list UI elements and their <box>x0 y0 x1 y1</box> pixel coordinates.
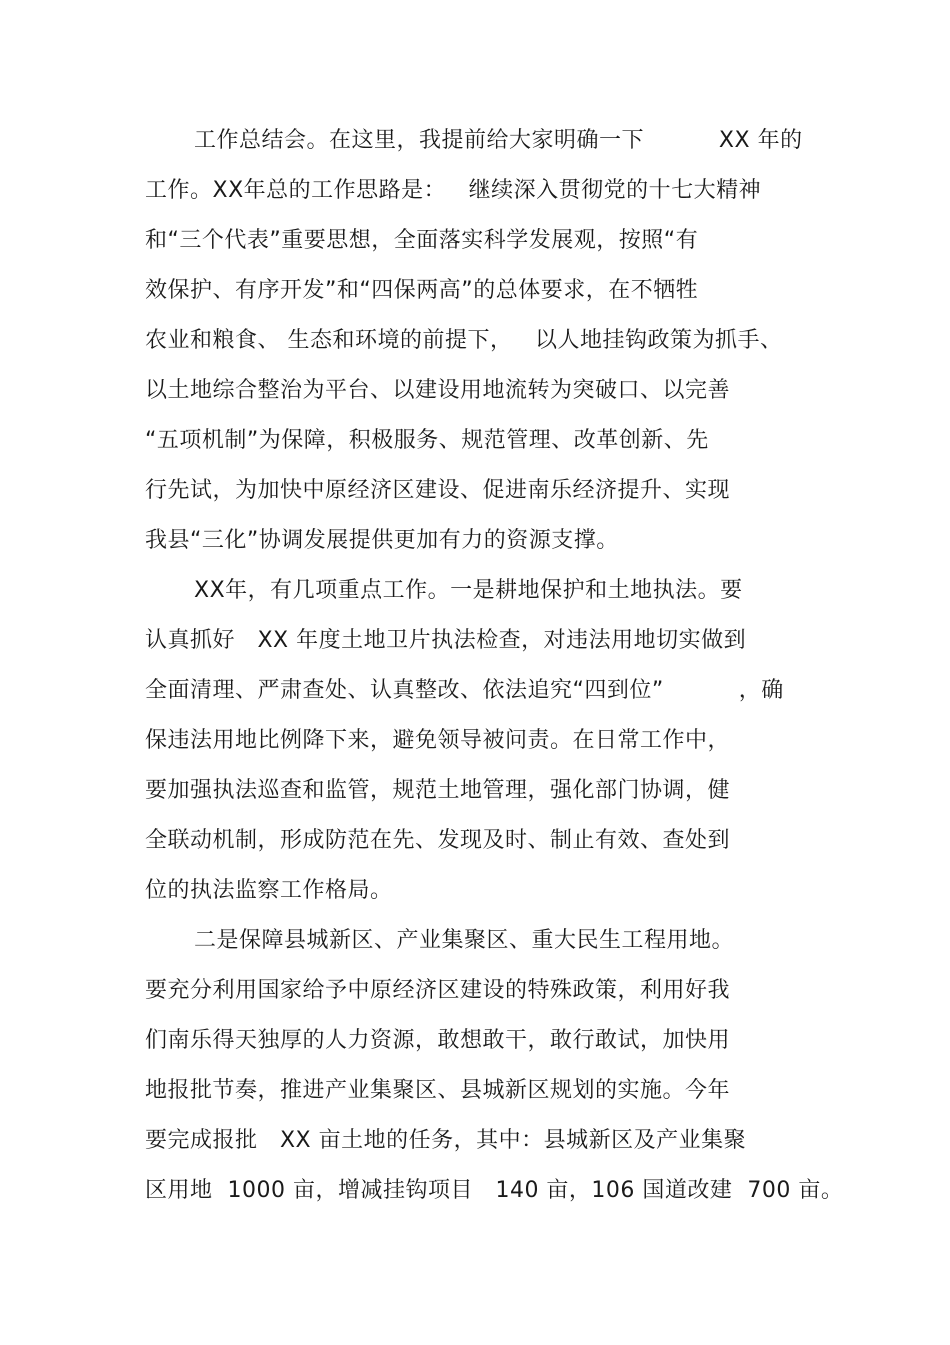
text-line-9: 我县“三化”协调发展提供更加有力的资源支撑。 <box>145 528 619 553</box>
text-line-1: 工作总结会。在这里，我提前给大家明确一下 XX 年的 <box>194 128 803 153</box>
text-line-10: XX年，有几项重点工作。一是耕地保护和土地执法。要 <box>194 578 743 603</box>
text-line-19: 们南乐得天独厚的人力资源，敢想敢干，敢行敢试，加快用 <box>145 1028 731 1053</box>
text-line-16: 位的执法监察工作格局。 <box>145 878 393 903</box>
text-line-5: 农业和粮食、 生态和环境的前提下， 以人地挂钩政策为抓手、 <box>145 328 783 353</box>
text-line-22: 区用地 1000 亩，增减挂钩项目 140 亩，106 国道改建 700 亩。 <box>145 1178 844 1203</box>
text-line-2: 工作。XX年总的工作思路是： 继续深入贯彻党的十七大精神 <box>145 178 762 203</box>
text-line-11: 认真抓好 XX 年度土地卫片执法检查，对违法用地切实做到 <box>145 628 747 653</box>
text-line-8: 行先试，为加快中原经济区建设、促进南乐经济提升、实现 <box>145 478 731 503</box>
text-line-14: 要加强执法巡查和监管，规范土地管理，强化部门协调，健 <box>145 778 731 803</box>
text-line-20: 地报批节奏，推进产业集聚区、县城新区规划的实施。今年 <box>145 1078 731 1103</box>
text-line-6: 以土地综合整治为平台、以建设用地流转为突破口、以完善 <box>145 378 731 403</box>
text-line-15: 全联动机制，形成防范在先、发现及时、制止有效、查处到 <box>145 828 731 853</box>
text-line-21: 要完成报批 XX 亩土地的任务，其中：县城新区及产业集聚 <box>145 1128 747 1153</box>
text-line-3: 和“三个代表”重要思想，全面落实科学发展观，按照“有 <box>145 228 699 253</box>
text-line-12: 全面清理、严肃查处、认真整改、依法追究“四到位” ，确 <box>145 678 784 703</box>
text-line-17: 二是保障县城新区、产业集聚区、重大民生工程用地。 <box>194 928 735 953</box>
text-line-7: “五项机制”为保障，积极服务、规范管理、改革创新、先 <box>145 428 709 453</box>
text-line-13: 保违法用地比例降下来，避免领导被问责。在日常工作中， <box>145 728 731 753</box>
text-line-18: 要充分利用国家给予中原经济区建设的特殊政策，利用好我 <box>145 978 731 1003</box>
text-line-4: 效保护、有序开发”和“四保两高”的总体要求，在不牺牲 <box>145 278 699 303</box>
